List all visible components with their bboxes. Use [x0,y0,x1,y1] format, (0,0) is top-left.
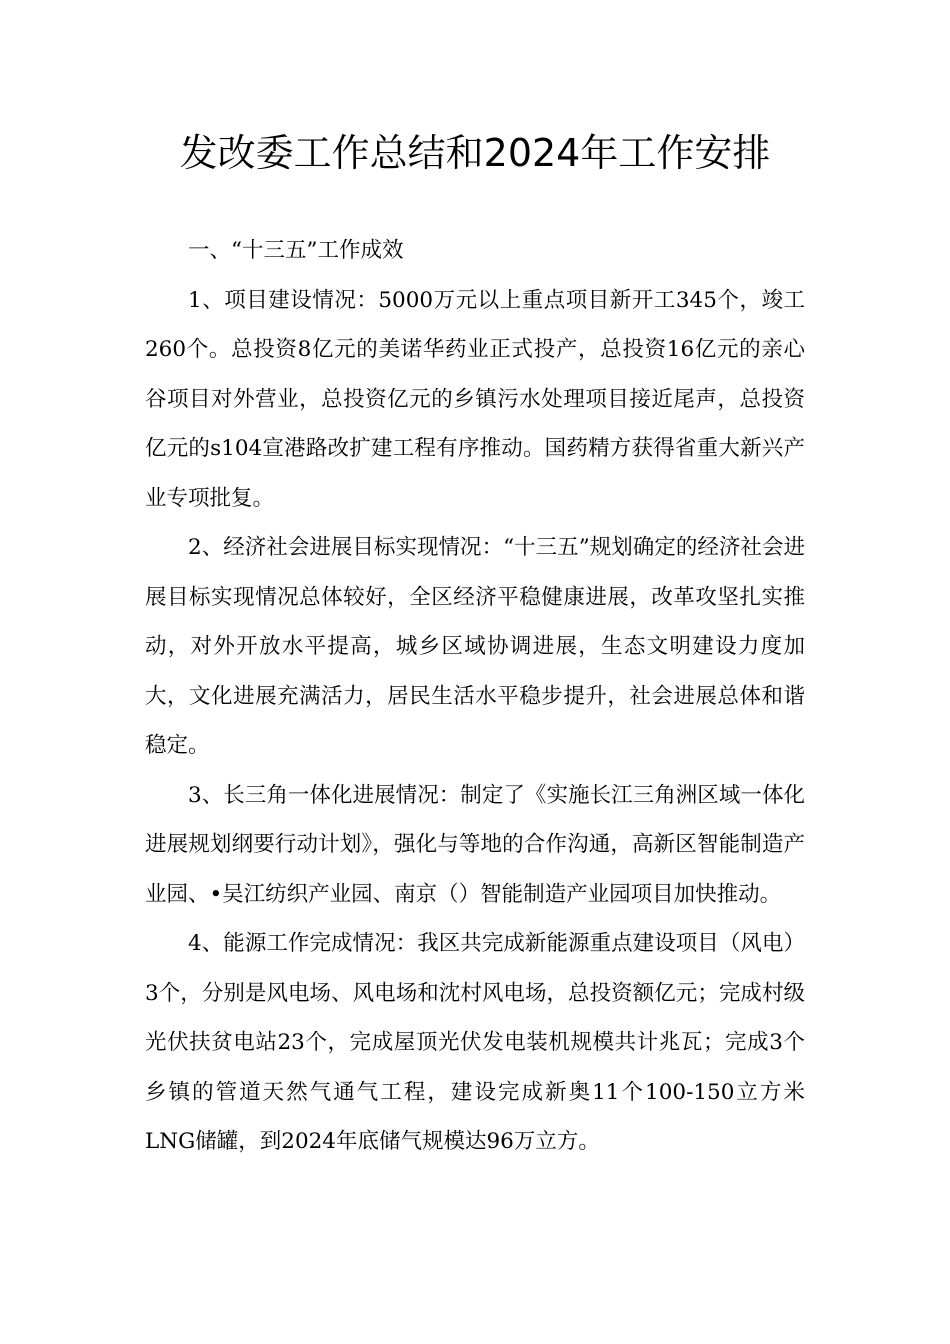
paragraph-project-construction: 1、项目建设情况：5000万元以上重点项目新开工345个，竣工260个。总投资8亿元的美诺华药业正式投产，总投资16亿元的亲心谷项目对外营业，总投资亿元的乡镇污水处理项目接近尾声，总投资亿元的s104宣港路改扩建工程有序推动。国药精方获得省重大新兴产业专项批复。 [145,287,805,511]
document-title: 发改委工作总结和2024年工作安排 [179,131,771,175]
document-body [145,226,805,1167]
section-heading: 一、“十三五”工作成效 [188,238,404,263]
paragraph-yangtze-delta-integration: 3、长三角一体化进展情况：制定了《实施长江三角洲区域一体化进展规划纲要行动计划》，强化与等地的合作沟通，高新区智能制造产业园、•吴江纺织产业园、南京（）智能制造产业园项目加快推动。 [145,782,805,907]
paragraph-energy-work: 4、能源工作完成情况：我区共完成新能源重点建设项目（风电）3个，分别是风电场、风电场和沈村风电场，总投资额亿元；完成村级光伏扶贫电站23个，完成屋顶光伏发电装机规模共计兆瓦；完成3个乡镇的管道天然气通气工程，建设完成新奥11个100-150立方米LNG储罐，到2024年底储气规模达96万立方。 [145,931,805,1154]
paragraph-economic-social-goals: 2、经济社会进展目标实现情况：“十三五”规划确定的经济社会进展目标实现情况总体较好，全区经济平稳健康进展，改革攻坚扎实推动，对外开放水平提高，城乡区域协调进展，生态文明建设力度加大，文化进展充满活力，居民生活水平稳步提升，社会进展总体和谐稳定。 [145,535,805,758]
